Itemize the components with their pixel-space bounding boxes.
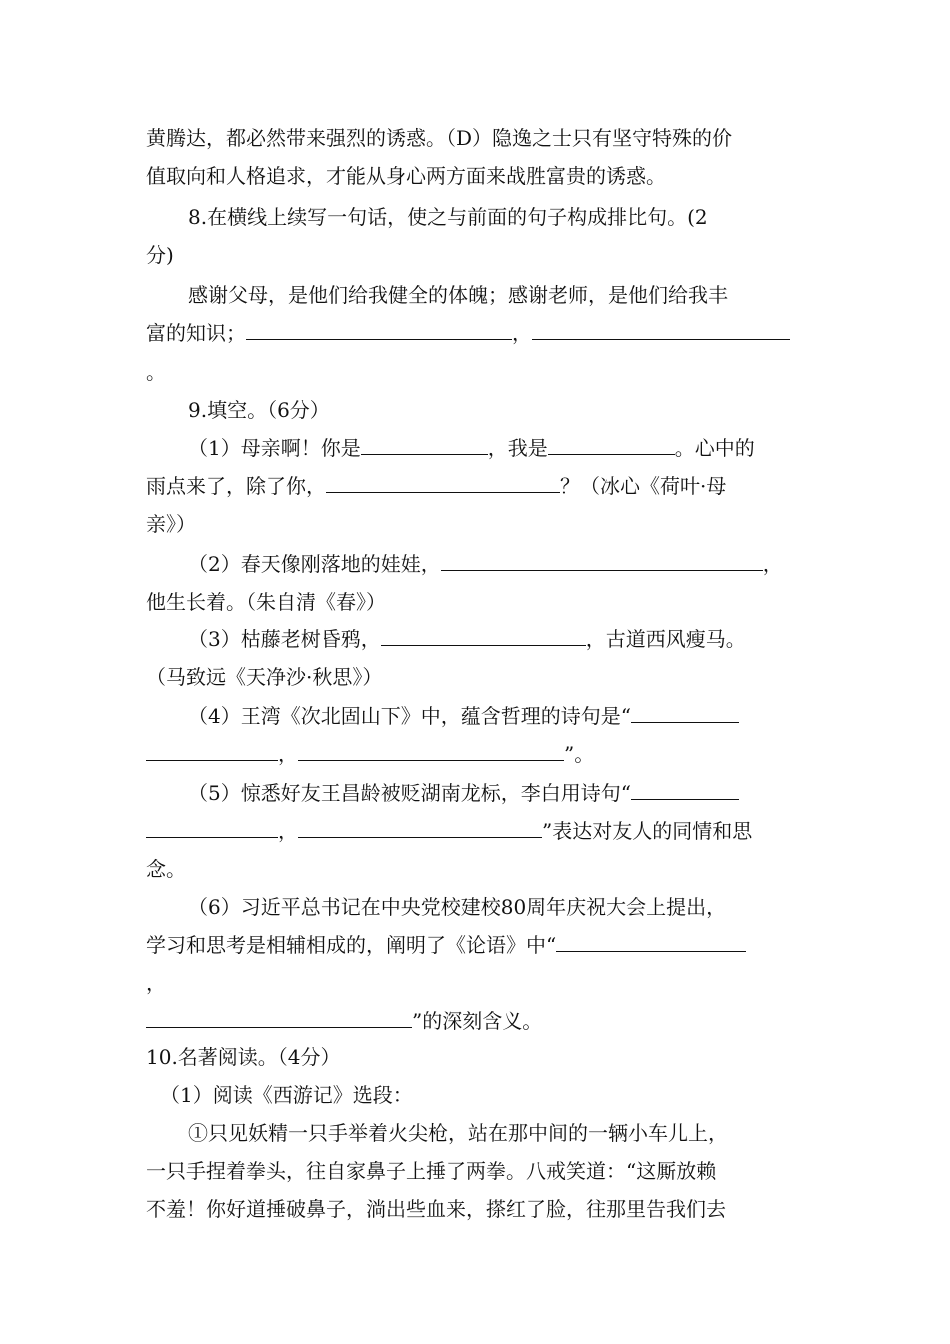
fill-line [188, 781, 739, 805]
fill-line [146, 742, 594, 766]
answer-blank[interactable] [548, 436, 675, 455]
fill-line [188, 704, 739, 728]
answer-blank[interactable] [631, 704, 739, 723]
text-line: 他生长着。（朱自清《春》） [146, 590, 386, 614]
text-segment: ， [512, 321, 532, 345]
text-segment: （4）王湾《次北固山下》中，蕴含哲理的诗句是“ [188, 704, 631, 728]
answer-blank[interactable] [631, 781, 739, 800]
text-line: 感谢父母，是他们给我健全的体魄；感谢老师，是他们给我丰 [188, 283, 728, 307]
text-segment: （3）枯藤老树昏鸦， [188, 627, 381, 651]
text-segment: 雨点来了，除了你， [146, 474, 326, 498]
text-segment: （2）春天像刚落地的娃娃， [188, 552, 441, 576]
answer-blank[interactable] [361, 436, 488, 455]
question-8-title: 8.在横线上续写一句话，使之与前面的句子构成排比句。(2 [188, 205, 708, 229]
text-segment: ， [278, 742, 298, 766]
text-line: （1）阅读《西游记》选段： [160, 1083, 413, 1107]
fill-line [146, 321, 790, 345]
answer-blank[interactable] [326, 474, 560, 493]
text-segment: 。心中的 [674, 436, 755, 460]
text-line: 念。 [146, 857, 186, 881]
answer-blank[interactable] [381, 627, 586, 646]
text-line: ， [146, 971, 166, 995]
text-line: （马致远《天净沙·秋思》） [146, 665, 383, 689]
text-segment: 富的知识； [146, 321, 246, 345]
fill-line [146, 933, 746, 957]
answer-blank[interactable] [146, 742, 278, 761]
text-segment: （1）母亲啊！你是 [188, 436, 361, 460]
fill-line [146, 474, 726, 498]
text-line: 分) [146, 243, 174, 267]
question-10-title: 10.名著阅读。（4分） [146, 1045, 341, 1069]
question-9-title: 9.填空。（6分） [188, 398, 330, 422]
text-segment: （5）惊悉好友王昌龄被贬湖南龙标，李白用诗句“ [188, 781, 631, 805]
answer-blank[interactable] [298, 819, 542, 838]
text-line: 亲》） [146, 512, 196, 536]
text-line: 一只手捏着拳头，往自家鼻子上捶了两拳。八戒笑道：“这厮放赖 [146, 1159, 717, 1183]
text-segment: 学习和思考是相辅相成的，阐明了《论语》中“ [146, 933, 557, 957]
text-line: 值取向和人格追求，才能从身心两方面来战胜富贵的诱惑。 [146, 164, 666, 188]
answer-blank[interactable] [246, 321, 512, 340]
fill-line [188, 436, 755, 460]
text-segment: ， [278, 819, 298, 843]
answer-blank[interactable] [532, 321, 790, 340]
text-segment: ？（冰心《荷叶·母 [560, 474, 727, 498]
text-line: ①只见妖精一只手举着火尖枪，站在那中间的一辆小车儿上， [188, 1121, 728, 1145]
text-line: （6）习近平总书记在中央党校建校80周年庆祝大会上提出， [188, 895, 727, 919]
text-segment: ，我是 [487, 436, 548, 460]
fill-line [146, 1009, 542, 1033]
answer-blank[interactable] [556, 933, 746, 952]
text-segment: ， [762, 552, 783, 576]
text-line: 。 [146, 360, 166, 384]
text-segment: ，古道西风瘦马。 [585, 627, 746, 651]
text-segment: ”。 [564, 742, 595, 766]
answer-blank[interactable] [146, 1009, 412, 1028]
answer-blank[interactable] [441, 552, 763, 571]
answer-blank[interactable] [298, 742, 564, 761]
fill-line [188, 627, 746, 651]
fill-line [146, 819, 752, 843]
text-segment: ”的深刻含义。 [412, 1009, 543, 1033]
fill-line [188, 552, 783, 576]
text-segment: ”表达对友人的同情和思 [542, 819, 753, 843]
text-line: 黄腾达，都必然带来强烈的诱惑。（D）隐逸之士只有坚守特殊的价 [146, 126, 733, 150]
text-line: 不羞！你好道捶破鼻子，淌出些血来，搽红了脸，往那里告我们去 [146, 1197, 726, 1221]
answer-blank[interactable] [146, 819, 278, 838]
